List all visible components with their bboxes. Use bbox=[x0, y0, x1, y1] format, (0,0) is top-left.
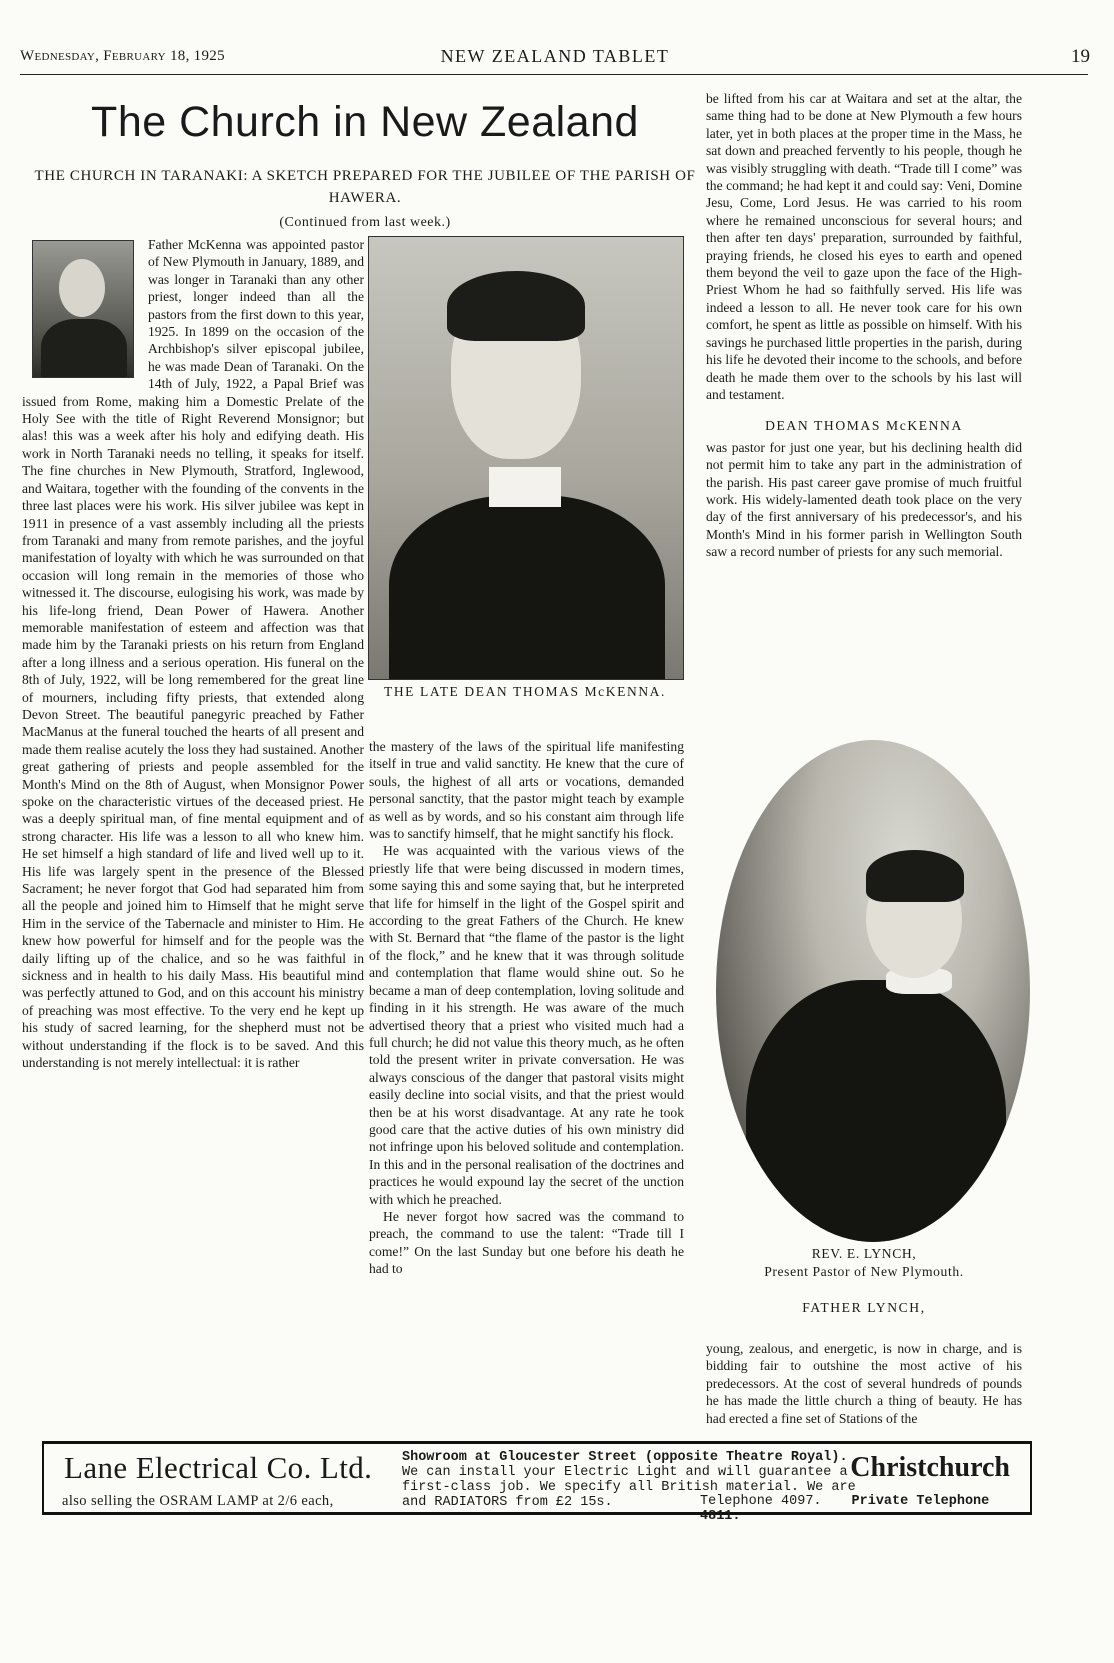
ad-phones bbox=[700, 1494, 1030, 1524]
ad-private-telephone: Private Telephone 4811. bbox=[700, 1494, 990, 1524]
paragraph: be lifted from his car at Waitara and set at the altar, the same thing had to be done at New Plymouth a few hours later, yet in both places at the proper time in the Mass, he sat down and preached fervently to his people, though he was visibly struggling with death. “Trade till I come” was the command; he had kept it and could say: Veni, Domine Jesu, Come, Lord Jesus. He was carried to his room where he remained unconscious for several hours; and then after ten days' preparation, surrounded by faithful, praying friends, he closed his eyes to earth and opened them beyond the veil to gaze upon the face of the High-Priest Whom he had so faithfully served. His life was indeed a lesson to all. He never took care for his own comfort, he spent as little as possible on himself. With his savings he purchased little properties in the parish, during his life he devoted their income to the schools, and before death he made them over to the schools by his last will and testament. bbox=[706, 91, 1022, 402]
issue-date: Wednesday, February 18, 1925 bbox=[20, 48, 225, 64]
ad-company-name: Lane Electrical Co. Ltd. bbox=[64, 1450, 373, 1485]
ad-city: Christchurch bbox=[850, 1452, 1010, 1483]
article-headline bbox=[20, 98, 710, 231]
photo-caption: THE LATE DEAN THOMAS McKENNA. bbox=[383, 684, 666, 699]
oval-photo-caption bbox=[706, 1245, 1022, 1281]
ad-radiators: and RADIATORS from £2 15s. bbox=[402, 1495, 613, 1510]
column-4 bbox=[706, 1340, 1022, 1427]
paragraph: He never forgot how sacred was the command to preach, the command to use the talent: “Trade till I come!” On the last Sunday but one before his death he had to bbox=[369, 1208, 684, 1277]
portrait-father-mckenna bbox=[32, 240, 134, 378]
photo-rev-e-lynch bbox=[716, 740, 1030, 1242]
advertisement bbox=[42, 1441, 1032, 1524]
paper-title: NEW ZEALAND TABLET bbox=[440, 46, 670, 66]
column-3 bbox=[706, 90, 1022, 561]
article-title: The Church in New Zealand bbox=[91, 98, 639, 146]
paragraph: was pastor for just one year, but his declining health did not permit him to take any part in the administration of the parish. His past career gave promise of much fruitful work. His widely-lamented death took place on the very day of the first anniversary of his predecessor's, and his Month's Mind in his former parish in Wellington South saw a record number of priests for any such memorial. bbox=[706, 439, 1022, 560]
ad-osram-line: also selling the OSRAM LAMP at 2/6 each, bbox=[62, 1493, 334, 1509]
column-2 bbox=[369, 738, 684, 1278]
paragraph: Father McKenna was appointed pastor of New Plymouth in January, 1889, and was longer in Taranaki than any other priest, longer indeed than all the pastors from the first down to this year, 1925. In 1899 on the occasion of the Archbishop's silver episcopal jubilee, he was made Dean of Taranaki. On the 14th of July, 1922, a Papal Brief was issued from Rome, making him a Domestic Prelate of the Holy See with the title of Right Reverend Monsignor; but alas! this was a week after his holy and edifying death. His work in North Taranaki needs no telling, it speaks for itself. The fine churches in New Plymouth, Stratford, Inglewood, and Waitara, together with the founding of the convents in the three last places were his work. His silver jubilee was kept in 1911 in presence of a vast assembly including all the priests from Taranaki and many from remote parishes, and the joyful manifestation of loyalty with which he was surrounded on that occasion will long remain in the memories of those who witnessed it. The discourse, eulogising his work, was made by his life-long friend, Dean Power of Hawera. Another memorable manifestation of esteem and affection was that made him by the Taranaki priests on his return from England after a long illness and a serious operation. His funeral on the 8th of July, 1922, will be long remembered for the great line of mourners, including fifty priests, that extended along Devon Street. The beautiful panegyric preached by Father MacManus at the funeral touched the hearts of all present and made them realise acutely the loss they had sustained. Another great gathering of priests and people assembled for the Month's Mind on the 8th of August, when Monsignor Power spoke on the characteristic virtues of the deceased priest. He was a deeply spiritual man, of fine mental equipment and of strong character. His life was a lesson to all who knew him. He set himself a high standard of life and lived well up to it. His life was largely spent in the presence of the Blessed Sacrament; he never forgot that God had separated him from all the people and joined him to Himself that he might serve Him in the service of the Tabernacle and minister to Him. He knew how powerful for himself and for the people was the daily lifting up of the chalice, and so he was faithful in sickness and in health to his daily Mass. His beautiful mind was perfectly attuned to God, and on this account his ministry of preaching was most effective. To the very end he kept up his study of sacred learning, for the shepherd must not be without understanding if the flock is to be saved. And this understanding is not merely intellectual: it is rather bbox=[22, 237, 364, 1071]
caption-role: Present Pastor of New Plymouth. bbox=[764, 1264, 964, 1279]
paragraph: the mastery of the laws of the spiritual life manifesting itself in true and valid sanctity. He knew that the cure of souls, the highest of all arts or vocations, demanded personal sanctity, that the pastor might teach by example as well as by words, and so his constant aim through life was to sanctify himself, that he might sanctify his flock. bbox=[369, 739, 684, 842]
continued-note: (Continued from last week.) bbox=[279, 215, 451, 230]
paragraph: He was acquainted with the various views of the priestly life that were being discussed in modern times, some saying this and some saying that, but he interpreted that life for himself in the light of the Gospel spirit and according to the great Fathers of the Church. He knew with St. Bernard that “the flame of the pastor is the light of the flock,” and he knew that it was through solitude and contemplation that flame would shine out. So he became a man of deep contemplation, loving solitude and finding in it his strength. He was aware of the much advertised theory that a priest who visited much had a full church; he did not value this theory much, as he often told the present writer in private conversation. He was always conscious of the danger that pastoral visits might easily decline into social visits, and that the priest would then be at his worst disadvantage. At any rate he took good care that the active duties of his own ministry did not infringe upon his beloved solitude and contemplation. In this and in the personal realisation of the doctrines and practices he would expound lay the secret of the unction with which he preached. bbox=[369, 843, 684, 1207]
article-subtitle: THE CHURCH IN TARANAKI: A SKETCH PREPARED FOR THE JUBILEE OF THE PARISH OF HAWERA. bbox=[34, 168, 696, 206]
paragraph: young, zealous, and energetic, is now in charge, and is bidding fair to outshine the most active of his predecessors. At the cost of several hundreds of pounds he has made the little church a thing of beauty. He has had erected a fine set of Stations of the bbox=[706, 1341, 1022, 1426]
caption-name: REV. E. LYNCH, bbox=[811, 1246, 917, 1261]
ad-body: We can install your Electric Light and will guarantee a first-class job. We specify all British material. We are bbox=[402, 1465, 856, 1495]
masthead-rule bbox=[20, 74, 1088, 75]
page-number: 19 bbox=[1071, 46, 1090, 67]
column-1 bbox=[22, 236, 364, 1072]
ad-telephone: Telephone 4097. bbox=[700, 1494, 822, 1509]
section-heading-dean: DEAN THOMAS McKENNA bbox=[765, 418, 963, 434]
section-heading-lynch: FATHER LYNCH, bbox=[802, 1300, 926, 1315]
masthead bbox=[20, 46, 1090, 72]
photo-dean-thomas-mckenna bbox=[368, 236, 684, 680]
ad-showroom-line: Showroom at Gloucester Street (opposite Theatre Royal). bbox=[402, 1450, 848, 1465]
